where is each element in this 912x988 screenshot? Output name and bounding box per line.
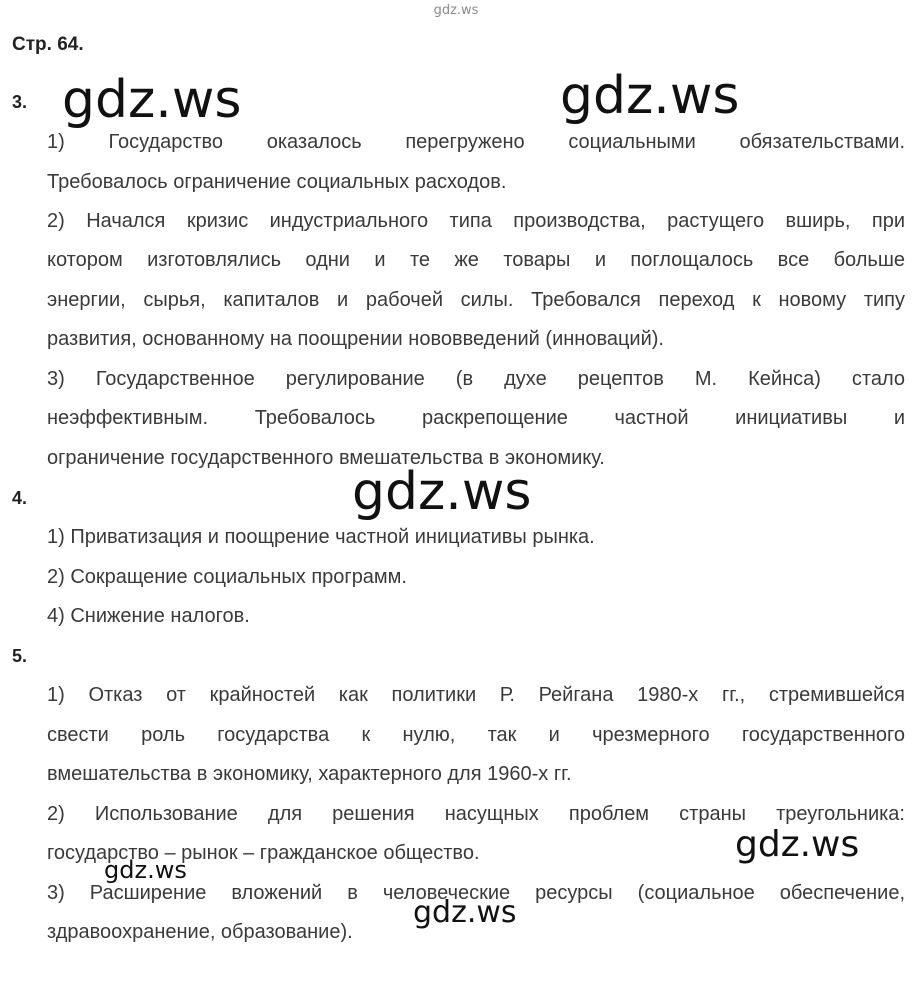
- section-number-4: 4.: [12, 488, 28, 508]
- section-4-line-2: 2) Сокращение социальных программ.: [47, 566, 407, 588]
- section-number-5: 5.: [12, 646, 28, 666]
- section-3-line-4: котором изготовлялись одни и те же товары и поглощалось все больше: [47, 249, 905, 271]
- section-5-line-1: 1) Отказ от крайностей как политики Р. Рейгана 1980-х гг., стремившейся: [47, 684, 905, 706]
- section-5-line-5: государство – рынок – гражданское общество.: [47, 842, 480, 864]
- section-3-line-8: неэффективным. Требовалось раскрепощение частной инициативы и: [47, 407, 905, 429]
- section-5-line-2: свести роль государства к нулю, так и чрезмерного государственного: [47, 724, 905, 746]
- section-3-line-2: Требовалось ограничение социальных расходов.: [47, 171, 507, 193]
- section-4-line-1: 1) Приватизация и поощрение частной инициативы рынка.: [47, 526, 595, 548]
- page-title: Стр. 64.: [12, 34, 84, 55]
- section-5-line-3: вмешательства в экономику, характерного для 1960-х гг.: [47, 763, 572, 785]
- section-3-line-7: 3) Государственное регулирование (в духе рецептов М. Кейнса) стало: [47, 368, 905, 390]
- section-3-line-6: развития, основанному на поощрении нововведений (инноваций).: [47, 328, 664, 350]
- section-5-line-6: 3) Расширение вложений в человеческие ресурсы (социальное обеспечение,: [47, 882, 905, 904]
- watermark-top: gdz.ws: [433, 3, 479, 18]
- section-number-3: 3.: [12, 92, 28, 112]
- section-3-line-9: ограничение государственного вмешательства в экономику.: [47, 447, 605, 469]
- watermark-center-big: gdz.ws: [352, 462, 532, 522]
- watermark-right-big: gdz.ws: [560, 66, 740, 126]
- section-5-line-4: 2) Использование для решения насущных проблем страны треугольника:: [47, 803, 905, 825]
- watermark-bottom-left-small: gdz.ws: [104, 856, 187, 884]
- watermark-left-big: gdz.ws: [62, 70, 242, 130]
- section-3-line-1: 1) Государство оказалось перегружено социальными обязательствами.: [47, 131, 905, 153]
- section-3-line-3: 2) Начался кризис индустриального типа производства, растущего вширь, при: [47, 210, 905, 232]
- watermark-bottom-center: gdz.ws: [413, 895, 517, 930]
- section-3-line-5: энергии, сырья, капиталов и рабочей силы. Требовался переход к новому типу: [47, 289, 905, 311]
- watermark-bottom-right: gdz.ws: [735, 824, 860, 865]
- section-4-line-3: 4) Снижение налогов.: [47, 605, 250, 627]
- section-5-line-7: здравоохранение, образование).: [47, 921, 353, 943]
